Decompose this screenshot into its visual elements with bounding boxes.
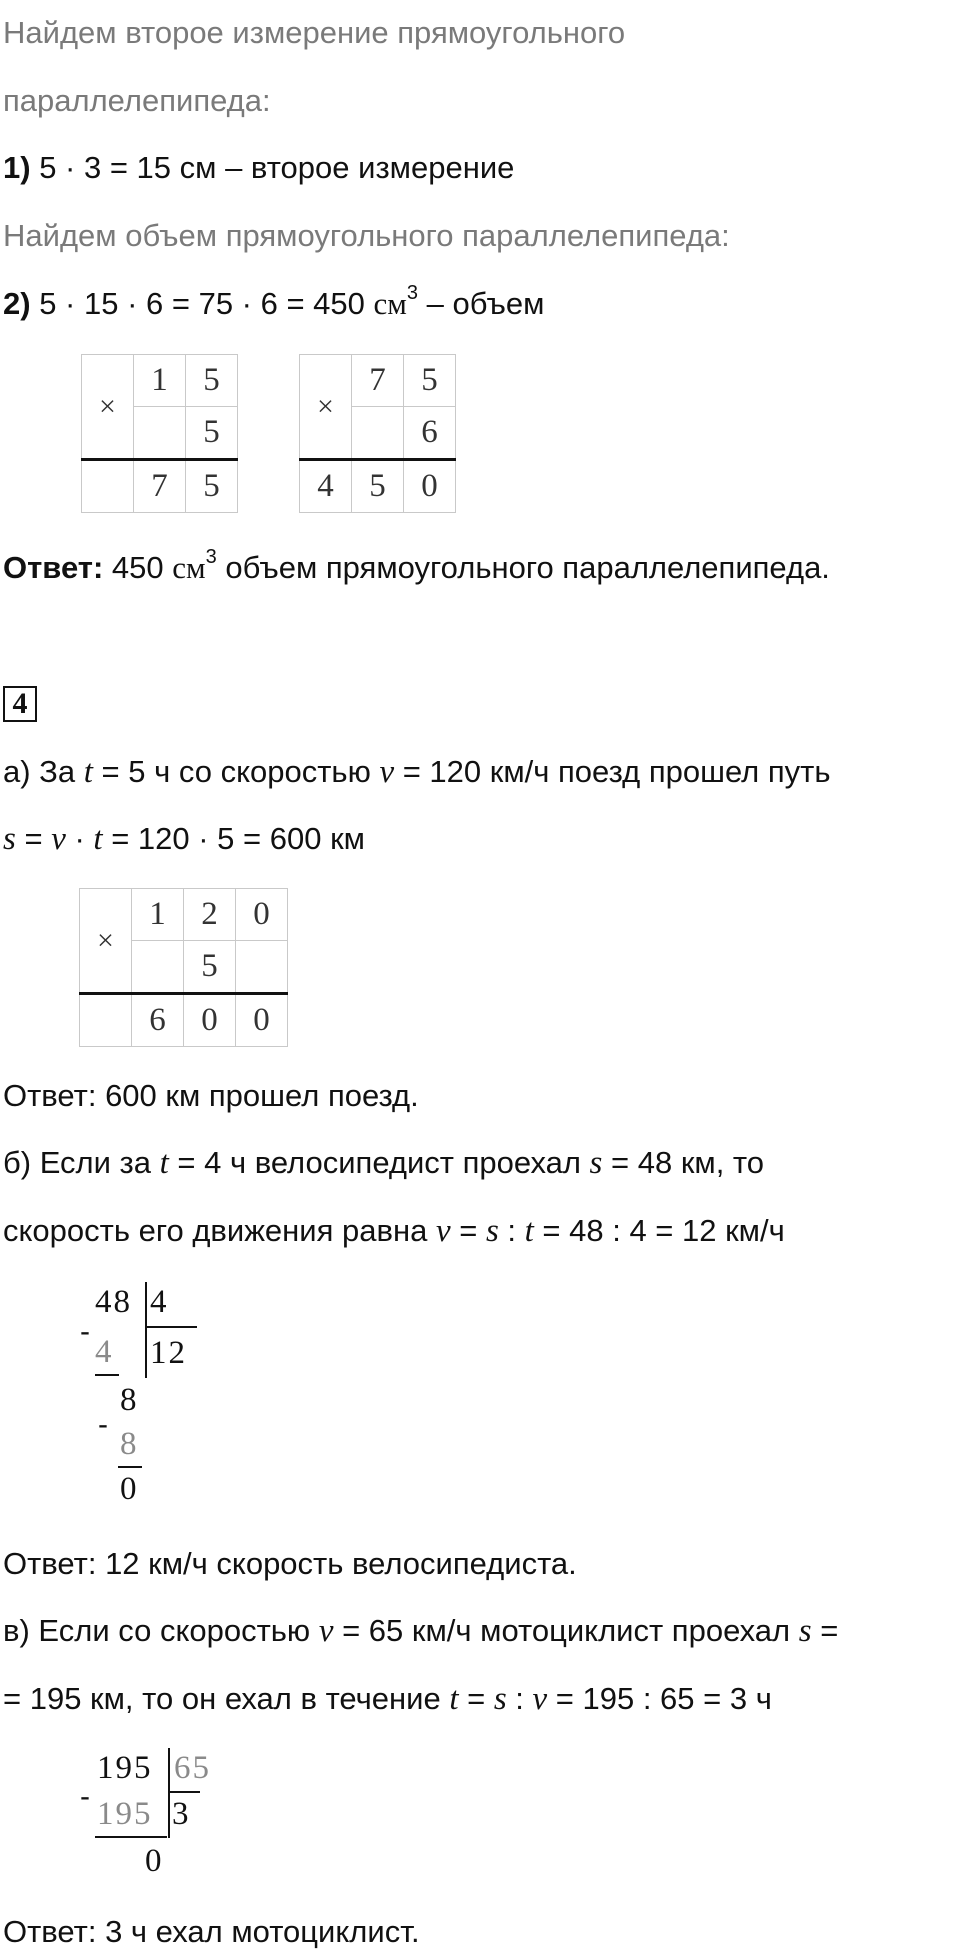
text: а) За	[3, 754, 84, 789]
step-label: 1)	[3, 150, 31, 185]
step-2	[3, 284, 544, 324]
minus-sign: -	[98, 1408, 108, 1441]
var-t: t	[93, 821, 103, 857]
times-sign: ×	[82, 355, 134, 460]
times-sign: ×	[80, 889, 132, 994]
text: = 120 км/ч поезд прошел путь	[394, 754, 831, 789]
digit	[236, 941, 288, 994]
text: = 5 ч со скоростью	[92, 754, 380, 789]
sub-line	[95, 1374, 119, 1376]
step-1	[3, 148, 514, 188]
var-v: v	[379, 754, 395, 790]
digit: 6	[404, 407, 456, 460]
digit: 0	[236, 994, 288, 1047]
digit: 0	[184, 994, 236, 1047]
digit: 5	[352, 460, 404, 513]
exponent: 3	[205, 546, 217, 568]
text: = 120 · 5 = 600 км	[102, 821, 365, 856]
part-b-line-2	[3, 1211, 785, 1251]
times-sign: ×	[300, 355, 352, 460]
quotient: 12	[150, 1335, 187, 1371]
dividend: 48	[95, 1284, 132, 1320]
divisor: 4	[150, 1284, 169, 1320]
text-line: параллелепипеда:	[3, 83, 271, 118]
var-s: s	[493, 1681, 507, 1717]
var-v: v	[51, 821, 66, 857]
text: =	[811, 1613, 839, 1648]
answer	[3, 548, 830, 588]
exponent: 3	[406, 282, 419, 304]
digit	[80, 994, 132, 1047]
digit	[132, 941, 184, 994]
digit: 7	[134, 460, 186, 513]
digit: 5	[186, 460, 238, 513]
answer-tail: объем прямоугольного параллелепипеда.	[216, 550, 830, 585]
var-t: t	[449, 1681, 459, 1717]
answer: Ответ: 3 ч ехал мотоциклист.	[3, 1914, 420, 1949]
multiplication-grid	[81, 354, 238, 513]
unit: см	[373, 286, 407, 321]
answer: Ответ: 12 км/ч скорость велосипедиста.	[3, 1546, 577, 1581]
step-label: 2)	[3, 286, 31, 321]
digit: 4	[300, 460, 352, 513]
text-line: Найдем объем прямоугольного параллелепипеда:	[3, 218, 730, 253]
remainder-step: 8	[120, 1382, 139, 1418]
text: = 65 км/ч мотоциклист проехал	[333, 1613, 799, 1648]
text: = 48 : 4 = 12 км/ч	[533, 1213, 785, 1248]
part-a-line-2	[3, 819, 365, 859]
division-bar	[145, 1282, 147, 1378]
var-t: t	[159, 1145, 169, 1181]
subtrahend: 195	[97, 1796, 153, 1832]
var-t: t	[524, 1213, 534, 1249]
division-bar	[168, 1748, 170, 1838]
text: б) Если за	[3, 1145, 160, 1180]
var-t: t	[83, 754, 93, 790]
text: в) Если со скоростью	[3, 1613, 319, 1648]
var-s: s	[589, 1145, 603, 1181]
var-s: s	[485, 1213, 499, 1249]
part-b-line-1	[3, 1143, 764, 1183]
text: =	[15, 821, 52, 856]
var-s: s	[798, 1613, 812, 1649]
digit	[352, 407, 404, 460]
multiplication-grid	[299, 354, 456, 513]
answer: Ответ: 600 км прошел поезд.	[3, 1078, 419, 1113]
digit: 7	[352, 355, 404, 407]
part-c-line-2	[3, 1679, 772, 1719]
step-text: 5 · 3 = 15 см – второе измерение	[30, 150, 515, 185]
sub-line	[95, 1836, 167, 1838]
subtrahend: 4	[95, 1334, 114, 1370]
part-c-line-1	[3, 1611, 838, 1651]
text-line: Найдем второе измерение прямоугольного	[3, 15, 626, 50]
sub-line	[118, 1466, 142, 1468]
quotient-line	[145, 1326, 197, 1328]
digit: 0	[404, 460, 456, 513]
answer-text: 450	[103, 550, 173, 585]
var-v: v	[318, 1613, 334, 1649]
subtrahend: 8	[120, 1426, 139, 1462]
digit: 5	[404, 355, 456, 407]
text: = 4 ч велосипедист проехал	[168, 1145, 590, 1180]
digit: 0	[236, 889, 288, 941]
remainder: 0	[145, 1843, 164, 1879]
text: ·	[65, 821, 94, 856]
unit: см	[172, 550, 206, 585]
var-s: s	[3, 821, 16, 857]
text: :	[498, 1213, 525, 1248]
text: скорость его движения равна	[3, 1213, 436, 1248]
step-tail: – объем	[418, 286, 545, 321]
task-number: 4	[3, 686, 37, 722]
text: =	[450, 1213, 486, 1248]
text: = 48 км, то	[602, 1145, 765, 1180]
text: =	[458, 1681, 494, 1716]
digit: 6	[132, 994, 184, 1047]
minus-sign: -	[80, 1780, 90, 1813]
quotient-line	[168, 1791, 200, 1793]
digit: 1	[132, 889, 184, 941]
divisor: 65	[174, 1750, 211, 1786]
digit: 5	[184, 941, 236, 994]
remainder: 0	[120, 1471, 139, 1507]
multiplication-grid	[79, 888, 288, 1047]
digit: 5	[186, 355, 238, 407]
digit: 2	[184, 889, 236, 941]
text: = 195 км, то он ехал в течение	[3, 1681, 450, 1716]
digit: 1	[134, 355, 186, 407]
digit	[82, 460, 134, 513]
digit	[134, 407, 186, 460]
dividend: 195	[97, 1750, 153, 1786]
quotient: 3	[172, 1796, 191, 1832]
text: :	[506, 1681, 533, 1716]
var-v: v	[435, 1213, 451, 1249]
text: = 195 : 65 = 3 ч	[547, 1681, 772, 1716]
part-a-line-1	[3, 752, 831, 792]
digit: 5	[186, 407, 238, 460]
var-v: v	[532, 1681, 548, 1717]
step-text: 5 · 15 · 6 = 75 · 6 = 450	[30, 286, 374, 321]
minus-sign: -	[80, 1315, 90, 1348]
answer-label: Ответ:	[3, 550, 104, 585]
